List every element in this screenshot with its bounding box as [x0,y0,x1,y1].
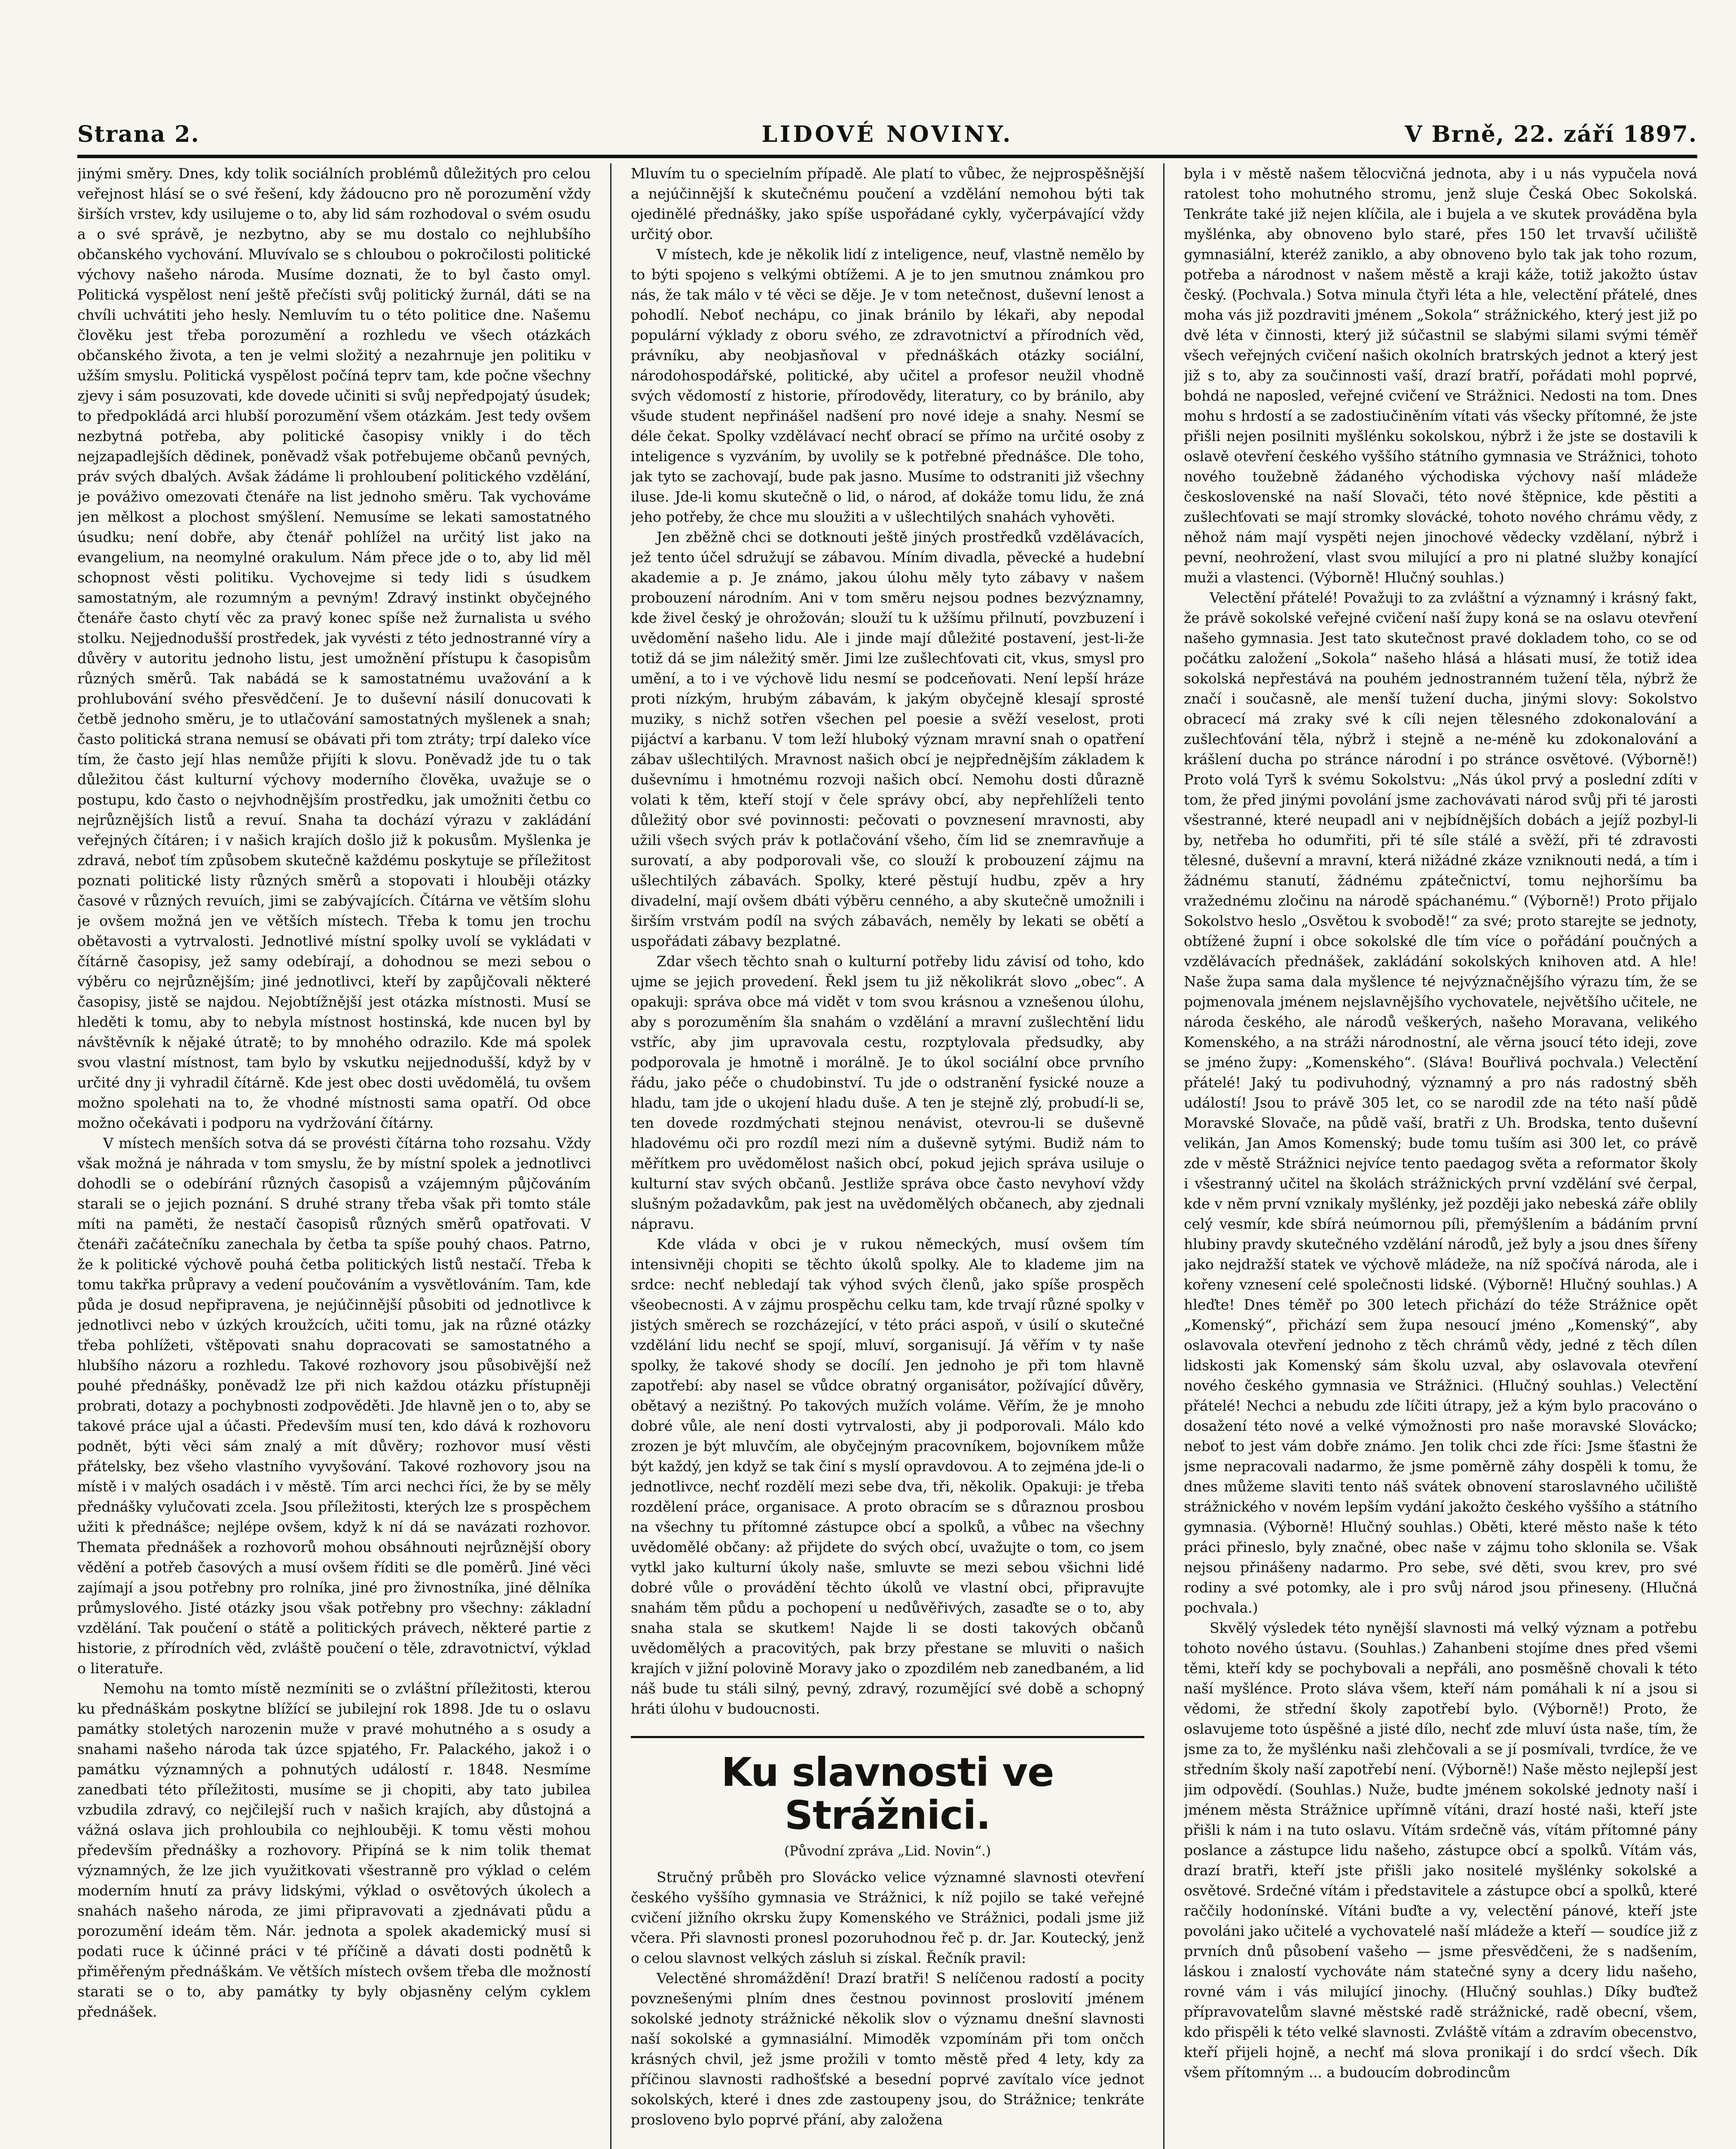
column-3 [1184,163,1697,2149]
paragraph: Nemohu na tomto místě nezmíniti se o zvláštní příležitosti, kterou ku přednáškám poskytne blížící se jubilejní rok 1898. Jde tu o oslavu památky stoletých narozenin muže v pravé mohutného a s osudy a snahami našeho národa tak úzce spjatého, Fr. Palackého, jakož i o památku významných a pohnutých událostí r. 1848. Nesmíme zanedbati této příležitosti, musíme se ji chopiti, aby tato jubilea vzbudila zdravý, co nejčilejší ruch v našich krajích, aby důstojná a vážná oslava jich prohloubila co nejhlouběji. K tomu věsti mohou především přednášky a rozhovory. Připíná se k nim tolik themat významných, že lze jich využitkovati všestranně pro výklad o celém moderním hnutí za právy lidskými, výklad o osvětových úkolech a snahách našeho národa, ze jimi připravovati a zjednávati půdu a porozumění ideám těm. Nár. jednota a spolek akademický musí si podati ruce k účinné práci v té příčině a dávati dosti podnětů k přiměřeným přednáškám. Ve větších místech ovšem třeba dle možností starati se o to, aby památky ty byly objasněny celým cyklem přednášek. [77,1680,591,2020]
newspaper-title: LIDOVÉ NOVINY. [761,121,1013,147]
paragraph: Jen zběžně chci se dotknouti ještě jiných prostředků vzdělávacích, jež tento účel sdružují se zábavou. Míním divadla, pěvecké a hudební akademie a p. Je známo, jakou úlohu měly tyto zábavy v našem probouzení národním. Ani v tom směru nejsou podnes bezvýznamny, kde živel český je ohrožován; slouží tu k užšímu přilnutí, povzbuzení i uvědomění našeho lidu. Ale i jinde mají důležité postavení, jest-li-že totiž dá se jim náležitý směr. Jimi lze zušlechťovati cit, vkus, smysl pro umění, a to i ve výchově lidu nesmí se podceňovati. Není lepší hráze proti nízkým, hrubým zábavám, k jakým obyčejně klesají sprosté muziky, s nichž sotřen všechen pel poesie a svěží veselost, proti pijáctví a karbanu. V tom leží hluboký význam mravní snah o opatření zábav ušlechtilých. Mravnost našich obcí je nejpřednějším základem k duševnímu i hmotnému rozvoji našich obcí. Nemohu dosti důrazně volati k těm, kteří stojí v čele správy obcí, aby nepřehlíželi tento důležitý obor své povinnosti: pečovati o povznesení mravnosti, aby užili všech svých práv k potlačování všeho, čím lid se znemravňuje a surovatí, a aby podporovali vše, co slouží k probouzení zájmu na ušlechtilých zábavách. Spolky, které pěstují hudbu, zpěv a hry divadelní, mají ovšem dbáti výběru cenného, a aby skutečně umožnili i širším vrstvám podíl na svých zábavách, neměly by lekati se obětí a uspořádati zábavy bezplatné. [631,529,1144,949]
column-2 [631,163,1144,2149]
paragraph: Mluvím tu o specielním případě. Ale platí to vůbec, že nejprospěšnější a nejúčinnější k skutečnému poučení a vzdělání nemohou býti tak ojedinělé přednášky, jako spíše uspořádané cykly, vyčerpávající vždy určitý obor. [631,165,1144,242]
article-source: (Původní zpráva „Lid. Novin“.) [784,1843,991,1859]
column-divider [1163,163,1164,2149]
masthead [77,116,1697,158]
paragraph: V místech menších sotva dá se provésti čítárna toho rozsahu. Vždy však možná je náhrada v tom smyslu, že by místní spolek a jednotlivci dohodli se o odebírání různých časopisů a vzájemným půjčováním starali se o jejich poznání. S druhé strany třeba však při tomto stále míti na paměti, že nestačí časopisů různých směrů opatřovati. V čtenáři začátečníku zanechala by četba ta spíše pouhý chaos. Patrno, že k politické výchově pouhá četba politických listů nestačí. Třeba k tomu takřka průpravy a vedení poučováním a vysvětlováním. Tam, kde půda je dosud nepřipravena, je nejúčinnější působiti od jednotlivce k jednotlivci nebo v úzkých kroužcích, učiti tomu, jak na různé otázky třeba pohlížeti, vštěpovati snahu dopracovati se samostatného a hlubšího názoru a rozhledu. Takové rozhovory jsou působivější než pouhé přednášky, poněvadž lze při nich každou otázku přístupněji probrati, dotazy a pochybnosti zodpověděti. Jde hlavně jen o to, aby se takové práce ujal a účasti. Především musí ten, kdo dává k rozhovoru podnět, býti věci sám znalý a mít důvěry; rozhovor musí věsti přátelsky, bez všeho vlastního vyvyšování. Takové rozhovory jsou na místě i v malých osadách i v městě. Tím arci nechci říci, že by se měly přednášky vylučovati zcela. Jsou příležitosti, kterých lze s prospěchem užiti k přednášce; nejlépe ovšem, když k ní dá se navázati rozhovor. Themata přednášek a rozhovorů mohou obsáhnouti nejrůznější obory vědění a potřeb časových a musí ovšem říditi se dle poměrů. Jiné věci zajímají a jsou potřebny pro rolníka, jiné pro živnostníka, jiné dělníka průmyslového. Jisté otázky jsou však potřebny pro všechny: základní vzdělání. Tak poučení o státě a politických právech, některé partie z historie, z přírodních věd, zvláště poučení o těle, zdravotnictví, výklad o literatuře. [77,1135,591,1677]
paragraph: V místech, kde je několik lidí z inteligence, neuf, vlastně nemělo by to býti spojeno s velkými obtížemi. A je to jen smutnou známkou pro nás, že tak málo v té věci se děje. Je v tom netečnost, duševní lenost a pohodlí. Neboť nechápu, co jinak bránilo by lékaři, aby nepodal populární výklady z oboru svého, ze zdravotnictví a přírodních věd, právníku, aby neobjasňoval v přednáškách otázky sociální, národohospodářské, politické, aby učitel a profesor neužil vhodně svých vědomostí z historie, přírodovědy, literatury, co by bránilo, aby všude student nepřinášel nadšení pro nové ideje a snahy. Nesmí se déle čekat. Spolky vzdělávací nechť obrací se přímo na určité osoby z inteligence s vyzváním, by uvolily se k potřebné přednášce. Dle toho, jak tyto se zachovají, bude pak jasno. Musíme to odstraniti již všechny iluse. Jde-li komu skutečně o lid, o národ, ať dokáže tomu lidu, že zná jeho potřeby, že chce mu sloužiti a v ušlechtilých snahách vyhověti. [631,246,1144,525]
column-divider [610,163,611,2149]
paragraph: Zdar všech těchto snah o kulturní potřeby lidu závisí od toho, kdo ujme se jejich provedení. Řekl jsem tu již několikrát slovo „obec“. A opakuji: správa obce má vidět v tom svou krásnou a vznešenou úlohu, aby s porozuměním šla snahám o vzdělání a mravní zušlechtění lidu vstříc, aby jim upravovala cestu, rozptylovala předsudky, aby podporovala je hmotně i morálně. Je to úkol sociální obce prvního řádu, jako péče o chudobinství. Tu jde o odstranění fysické nouze a hladu, tam jde o ukojení hladu duše. A ten je stejně zlý, probudí-li se, ten dovede rozdmýchati stejnou nenávist, otevrou-li se duševně hladovému oči pro rozdíl mezi ním a duševně sytými. Budiž nám to měřítkem pro uvědomělost našich obcí, pokud jejich správa usiluje o kulturní stav svých občanů. Jestliže správa obce často nevyhoví vždy slušným požadavkům, pak jest na uvědomělých občanech, aby zjednali nápravu. [631,953,1144,1232]
paragraph: Kde vláda v obci je v rukou německých, musí ovšem tím intensivněji chopiti se těchto úkolů spolky. Ale to klademe jim na srdce: nechť nebledají tak výhod svých členů, jako spíše prospěch všeobecnosti. A v zájmu prospěchu celku tam, kde trvají různé spolky v jistých směrech se rozcházející, v této práci aspoň, v úsilí o skutečné vzdělání lidu nechť se spojí, mluví, sorganisují. Já věřím v ty naše spolky, že takové shody se docílí. Jen jednoho je při tom hlavně zapotřebí: aby nasel se vůdce obratný organisátor, požívající důvěry, obětavý a nezištný. Po takových mužích voláme. Věřím, že je mnoho dobré vůle, ale není dosti vytrvalosti, aby ji podporovali. Málo kdo zrozen je být mluvčím, ale obyčejným pracovníkem, bojovníkem může být každý, jen když se tak činí s myslí opravdovou. A to zejména jde-li o jednotlivce, nechť rozdělí mezi sebe dva, tři, několik. Opakuji: je třeba rozdělení práce, organisace. A proto obracím se s důraznou prosbou na všechny tu přítomné zástupce obcí a spolků, a vůbec na všechny uvědomělé občany: až přijdete do svých obcí, uvažujte o tom, co jsem vytkl jako kulturní úkoly naše, smluvte se mezi sebou všichni lidé dobré vůle o provádění těchto úkolů ve vlastní obci, připravujte snahám těm půdu a pochopení u nedůvěřivých, zasaďte se o to, aby snaha stala se skutkem! Najde li se dosti takových občanů uvědomělých a pracovitých, pak brzy přestane se mluviti o našich krajích v jižní polovině Moravy jako o zpozdilém neb zanedbaném, a lid náš bude tu stáli silný, pevný, zdravý, rozumějící své době a schopný hráti úlohu v budoucnosti. [631,1236,1144,1717]
paragraph: byla i v městě našem tělocvičná jednota, aby i u nás vypučela nová ratolest toho mohutného stromu, jenž sluje Česká Obec Sokolská. Tenkráte také již nejen klíčila, ale i bujela a ve skutek prováděna byla myšlénka, aby obnoveno bylo staré, přes 150 let trvavší učiliště gymnasiální, kteréž zaniklo, a aby obnoveno bylo tak jak toho rozum, potřeba a národnost v našem městě a kraji káže, totiž jakožto ústav český. (Pochvala.) Sotva minula čtyři léta a hle, velectění přátelé, dnes moha vás již pozdraviti jménem „Sokola“ strážnického, který jest již po dvě léta v činnosti, který již súčastnil se slabými silami svými téměř všech veřejných cvičení našich okolních bratrských jednot a který jest již s to, aby za součinnosti vaší, drazí bratří, pořádati mohl poprvé, bohdá ne naposled, veřejné cvičení ve Strážnici. Nedosti na tom. Dnes mohu s hrdostí a se zadostiučiněním vítati vás všecky přítomné, že jste přišli nejen posilniti myšlénku sokolskou, nýbrž i že jste se dostavili k oslavě otevření českého vyššího státního gymnasia ve Strážnici, tohoto nového toužebně žádaného východiska výchovy naší mládeže československé na naší Slovači, této nové štěpnice, kde pěstiti a zušlechťovati se mají stromky slovácké, tohoto nového chrámu vědy, z něhož nám mají vyspěti nejen jinochové vědecky vzdělaní, nýbrž i pevní, neohrožení, vlast svou milující a pro ni platné služby konající muži a vlastenci. (Výborně! Hlučný souhlas.) [1184,165,1697,586]
paragraph: jinými směry. Dnes, kdy tolik sociálních problémů důležitých pro celou veřejnost hlásí se o své řešení, kdy žádoucno pro ně porozumění vždy širších vrstev, kdy usilujeme o to, aby lid sám rozhodoval o svém osudu a o své správě, je nezbytno, aby se mu dostalo co nejhlubšího občanského vychování. Mluvívalo se s chloubou o pokročilosti politické výchovy našeho národa. Musíme doznati, že to byl často omyl. Politická vyspělost není ještě přečísti svůj politický žurnál, dáti se na chvíli uchvátiti jeho hesly. Nemluvím tu o této politice dne. Našemu člověku jest třeba porozumění a rozhledu ve všech otázkách občanského života, a ten je velmi složitý a nezahrnuje jen politiku v užším smyslu. Politická vyspělost počíná teprv tam, kde počne všechny zjevy i sám posuzovati, kde dovede učiniti si svůj nepředpojatý úsudek; to předpokládá arci hlubší porozumění všem otázkám. Jest tedy ovšem nezbytná potřeba, aby politické časopisy vnikly i do těch nejzapadlejších dědinek, poněvadž však potřebujeme občanů pevných, práv svých dbalých. Avšak žádáme li prohloubení politického vzdělání, je pováživo omezovati čtenáře na list jednoho směru. Tak vychováme jen mělkost a plochost smýšlení. Nemusíme se lekati samostatného úsudku; není dobře, aby čtenář pohlížel na určitý list jako na evangelium, na neomylné orakulum. Nám přece jde o to, aby lid měl schopnost věsti politiku. Vychovejme si tedy lidi s úsudkem samostatným, ale rozumným a pevným! Zdravý instinkt obyčejného čtenáře často chytí věc za pravý konec spíše než žurnalista u svého stolku. Nejjednodušší prostředek, jak vyvésti z této jednostranné víry a důvěry v autoritu jednoho listu, jest umožnění přístupu k časopisům různých směrů. Tak nabádá se k samostatnému uvažování a k prohlubování svého přesvědčení. Je to duševní násilí donucovati k četbě jednoho směru, je to utlačování samostatných myšlenek a snah; často politická strana nemusí se obávati při tom ztráty; trpí daleko více tím, že často její hlas nemůže přijíti k slovu. Poněvadž jde tu o tak důležitou část kulturní výchovy moderního člověka, uvažuje se o postupu, kdo často o nejvhodnějším prostředku, jak umožniti četbu co nejrůznějších listů a revuí. Snaha ta dochází výrazu v zakládání veřejných čítáren; i v našich krajích došlo již k pokusům. Myšlenka je zdravá, neboť tím způsobem skutečně každému poskytuje se příležitost poznati politické listy různých směrů a stopovati i hlouběji otázky časové v různých revuích, jimi se zabývajících. Čítárna ve větším slohu je ovšem možná jen ve větších místech. Třeba k tomu jen trochu obětavosti a vytrvalosti. Jednotlivé místní spolky uvolí se vykládati v čítárně časopisy, jež samy odebírají, a dohodnou se mezi sebou o výběru co nejrůznějším; jiné jednotlivci, kteří by zapůjčovali některé časopisy, jistě se najdou. Nejobtížnější jest otázka místnosti. Musí se hleděti k tomu, aby to nebyla místnost hostinská, kde nucen byl by návštěvník k nějaké útratě; to by mnohého odrazilo. Kde má spolek svou vlastní místnost, tam bylo by vskutku nejjednodušší, když by v určité dny ji vyhradil čítárně. Kde jest obec dosti uvědomělá, tu ovšem možno spolehati na to, že vhodné místnosti sama opatří. Od obce možno očekávati i podporu na vydržování čítárny. [77,165,591,1131]
paragraph: Skvělý výsledek této nynější slavnosti má velký význam a potřebu tohoto nového ústavu. (Souhlas.) Zahanbeni stojíme dnes před všemi těmi, kteří kdy se pochybovali a nepřáli, ano posměšně chovali k této naší myšlénce. Proto sláva všem, kteří nám pomáhali k ní a jsou si vědomi, že střední školy zapotřebí bylo. (Výborně!) Proto, že oslavujeme toto úspěšné a jisté dílo, nechť zde mluví ústa naše, tím, že jsme za to, že myšlénku naši zlehčovali a se jí posmívali, tvrdíce, že ve středním školy naší zapotřebí není. (Výborně!) Naše město nejlepší jest jim odpovědí. (Souhlas.) Nuže, budte jménem sokolské jednoty naší i jménem města Strážnice upřímně vítáni, drazí hosté naši, kteří jste přišli k nám i na tuto oslavu. Vítám srdečně vás, vítám přítomné pány poslance a zástupce lidu našeho, zástupce obcí a spolků. Vítám vás, drazí bratři, kteří jste přišli jako nositelé myšlénky sokolské a osvětové. Srdečné vítám i představitele a zástupce obcí a spolků, které raččily hodonínské. Vítáni buďte a vy, velectění pánové, kteří jste povoláni jako učitelé a vychovatelé naší mládeže a kteří — soudíce již z prvních dnů působení vašeho — jsme přesvědčeni, že s nadšením, láskou i znalostí vychováte nám statečné syny a dcery lidu našeho, rovné vám i vás milující jinochy. (Hlučný souhlas.) Díky buďtež přípravovatelům slavné městské radě strážnické, radě obecní, všem, kdo přispěli k této velké slavnosti. Zvláště vítám a zdravím obecenstvo, kteří přijeli hojně, a nechť má slova pronikají i do srdcí všech. Dík všem přítomným ... a budoucím dobrodincům [1184,1619,1697,2081]
paragraph: Velectěné shromáždění! Drazí bratři! S nelíčenou radostí a pocity povznešenými plním dnes čestnou povinnost proslovití jménem sokolské jednoty strážnické několik slov o významu dnešní slavnosti naší sokolské a gymnasiální. Mimoděk vzpomínám při tom ončch krásných chvil, jež jsme prožili v tomto městě před 4 lety, kdy za příčinou slavnosti radhošťské a besední poprvé zavítalo více jednot sokolských, které i dnes zde zastoupeny jsou, do Strážnice; tenkráte prosloveno bylo poprvé přání, aby založena [631,1970,1144,2128]
page-number: Strana 2. [77,121,200,147]
newspaper-page [77,116,1697,2149]
issue-date: V Brně, 22. září 1897. [1405,121,1697,147]
paragraph: Stručný průběh pro Slovácko velice významné slavnosti otevření českého vyššího gymnasia ve Strážnici, k níž pojilo se také veřejné cvičení jižního okrsku župy Komenského ve Strážnici, podali jsme již včera. Při slavnosti pronesl pozoruhodnou řeč p. dr. Jar. Koutecký, jenž o celou slavnost velkých zásluh si získal. Řečník pravil: [631,1869,1144,1966]
column-1 [77,163,591,2149]
paragraph: Velectění přátelé! Považuji to za zvláštní a významný i krásný fakt, že právě sokolské veřejné cvičení naší župy koná se na oslavu otevření našeho gymnasia. Jest tato skutečnost pravé dokladem toho, co se od počátku založení „Sokola“ našeho hlásá a hlásati musí, že totiž idea sokolská nepřestává na pouhém jednostranném tužení těla, nýbrž že značí i současně, ale menší tužení ducha, jinými slovy: Sokolstvo obracecí má zraky své k cíli nejen tělesného zdokonalování a zušlechťování těla, nýbrž i stejně a ne-méně ku zdokonalování a krášlení ducha po stránce národní i po stránce osvětové. (Výborně!) Proto volá Tyrš k svému Sokolstvu: „Nás úkol prvý a poslední zdíti v tom, že před jinými povolání jsme zachovávati národ svůj při té jarosti všestranné, které neupadl ani v nejbídnějších dobách a jejíž pozbyl-li by, netřeba ho odumřiti, při té síle stálé a svěží, při té zdravosti tělesné, duševní a mravní, která nižádné zkáze vzniknouti nedá, a tím i žádnému stanutí, žádnému zpátečnictví, tomu nejhoršímu ba vražednému zločinu na národě spáchanému.“ (Výborně!) Proto přijalo Sokolstvo heslo „Osvětou k svobodě!“ za své; proto starejte se jednoty, obtížené župní i obce sokolské dle tím více o pořádání poučných a vzdělávacích přednášek, zakládání sokolských knihoven atd. A hle! Naše župa sama dala myšlence té nejvýznačnějšího výrazu tím, že se pojmenovala jménem nejslavnějšího vychovatele, největšího učitele, ne národa českého, ale národů veškerých, našeho Moravana, velikého Komenského, a na stráži národnostní, ale věrna jsoucí této ideji, zove se jméno župy: „Komenského“. (Sláva! Bouřlivá pochvala.) Velectění přátelé! Jaký tu podivuhodný, významný a pro nás radostný sběh událostí! Jsou to právě 305 let, co se narodil zde na této naší půdě Moravské Slovače, na půdě vaší, bratři z Uh. Brodska, tento duševní velikán, Jan Amos Komenský; bude tomu tuším asi 300 let, co právě zde v městě Strážnici nejvíce tento paedagog světa a reformator školy i všestranný učitel na školách strážnických první vzdělání své čerpal, kde v něm první vznikaly myšlénky, jež později jako nebeská záře oblily celý vesmír, kde sbírá neúmornou píli, přemýšlením a bádáním první hlubiny pravdy skutečného vzdělání národů, jež byly a jsou dnes šířeny jako nejdražší statek ve výchově mládeže, na níž spočívá národa, ale i kořeny vznesení celé společnosti lidské. (Výborně! Hlučný souhlas.) A hleďte! Dnes téměř po 300 letech přichází do téže Strážnice opět „Komenský“, přichází sem župa nesoucí jméno „Komenský“, aby oslavovala otevření jednoho z těch chrámů vědy, jedné z těch dílen lidskosti jak Komenský sám školu uzval, aby oslavovala otevření nového českého gymnasia ve Strážnici. (Hlučný souhlas.) Velectění přátelé! Nechci a nebudu zde líčiti útrapy, jež a kým bylo pracováno o dosažení této nové a velké výmožnosti pro naše moravské Slovácko; neboť to jest vám dobře známo. Jen tolik chci zde říci: Jsme šťastni že jsme nepracovali nadarmo, že jsme poměrně záhy dospěli k tomu, že dnes můžeme slaviti tento náš svátek obnovení staroslavného učiliště strážnického v novém lepším vydání jakožto českého vyššího a státního gymnasia. (Výborně! Hlučný souhlas.) Oběti, které město naše k této práci přineslo, byly značné, obec naše v zájmu toho sklonila se. Však nejsou přinášeny nadarmo. Pro sebe, své děti, svou krev, pro své rodiny a své potomky, ale i pro svůj národ jsou přineseny. (Hlučná pochvala.) [1184,589,1697,1616]
article-headline: Ku slavnosti ve Strážnici. [631,1736,1144,1837]
